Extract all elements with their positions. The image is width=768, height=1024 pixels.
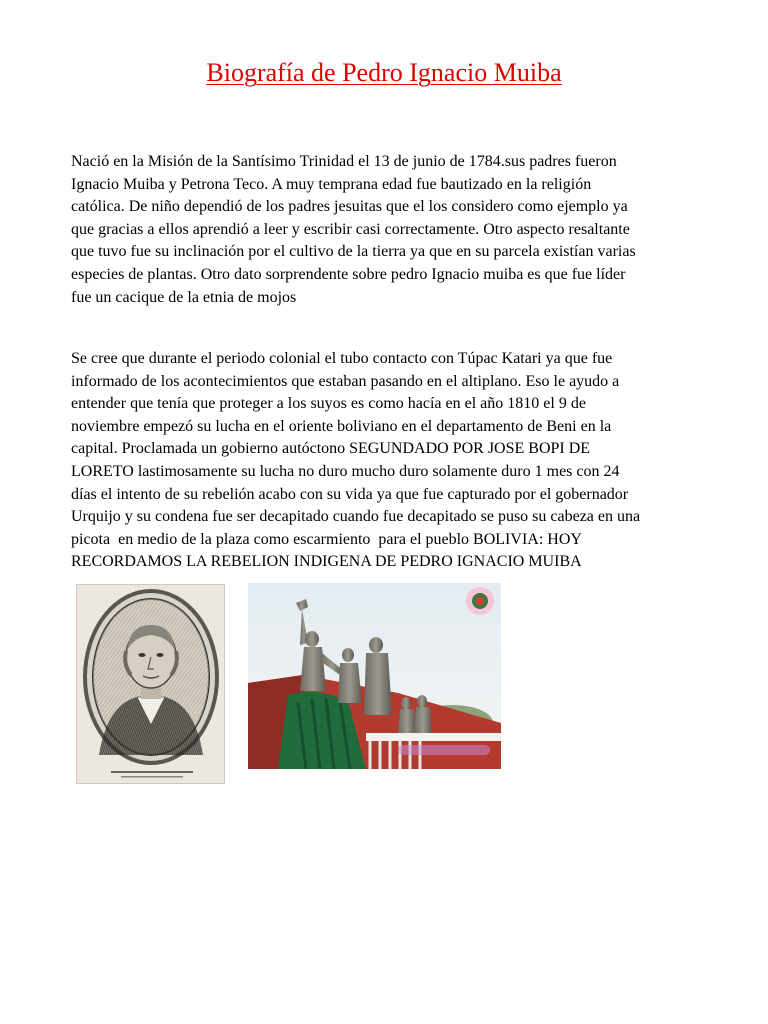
text-line: que tuvo fue su inclinación por el cultivo de la tierra ya que en su parcela existían varias — [71, 243, 636, 261]
text-line: Nació en la Misión de la Santísimo Trinidad el 13 de junio de 1784.sus padres fueron — [71, 153, 617, 170]
text-line: Urquijo y su condena fue ser decapitado cuando fue decapitado se puso su cabeza en una — [71, 508, 641, 526]
text-line: informado de los acontecimientos que estaban pasando en el altiplano. Eso le ayudo a — [71, 372, 620, 390]
monument-photo-image — [248, 583, 501, 769]
text-line: entender que tenía que proteger a los suyos es como hacía en el año 1810 el 9 de — [71, 395, 586, 413]
paragraph-rebellion — [71, 348, 711, 574]
portrait-engraving-image — [76, 584, 225, 784]
text-line: especies de plantas. Otro dato sorprendente sobre pedro Ignacio muiba es que fue líder — [71, 265, 626, 283]
text-line: días el intento de su rebelión acabo con su vida ya que fue capturado por el gobernador — [71, 485, 629, 503]
text-line: católica. De niño dependió de los padres jesuitas que el los considero como ejemplo ya — [71, 198, 628, 216]
page-title: Biografía de Pedro Ignacio Muiba — [206, 58, 562, 87]
text-line: LORETO lastimosamente su lucha no duro mucho duro solamente duro 1 mes con 24 — [71, 462, 620, 480]
text-line: Ignacio Muiba y Petrona Teco. A muy temprana edad fue bautizado en la religión — [71, 175, 592, 193]
text-line: fue un cacique de la etnia de mojos — [71, 288, 297, 306]
text-line: que gracias a ellos aprendió a leer y escribir casi correctamente. Otro aspecto resaltante — [71, 220, 630, 238]
text-line: RECORDAMOS LA REBELION INDIGENA DE PEDRO IGNACIO MUIBA — [71, 553, 582, 571]
paragraph-birth — [71, 151, 711, 309]
text-line: noviembre empezó su lucha en el oriente boliviano en el departamento de Beni en la — [71, 417, 612, 435]
text-line: capital. Proclamada un gobierno autóctono SEGUNDADO POR JOSE BOPI DE — [71, 440, 591, 458]
text-line: picota en medio de la plaza como escarmiento para el pueblo BOLIVIA: HOY — [71, 530, 582, 548]
text-line: Se cree que durante el periodo colonial el tubo contacto con Túpac Katari ya que fue — [71, 350, 613, 367]
